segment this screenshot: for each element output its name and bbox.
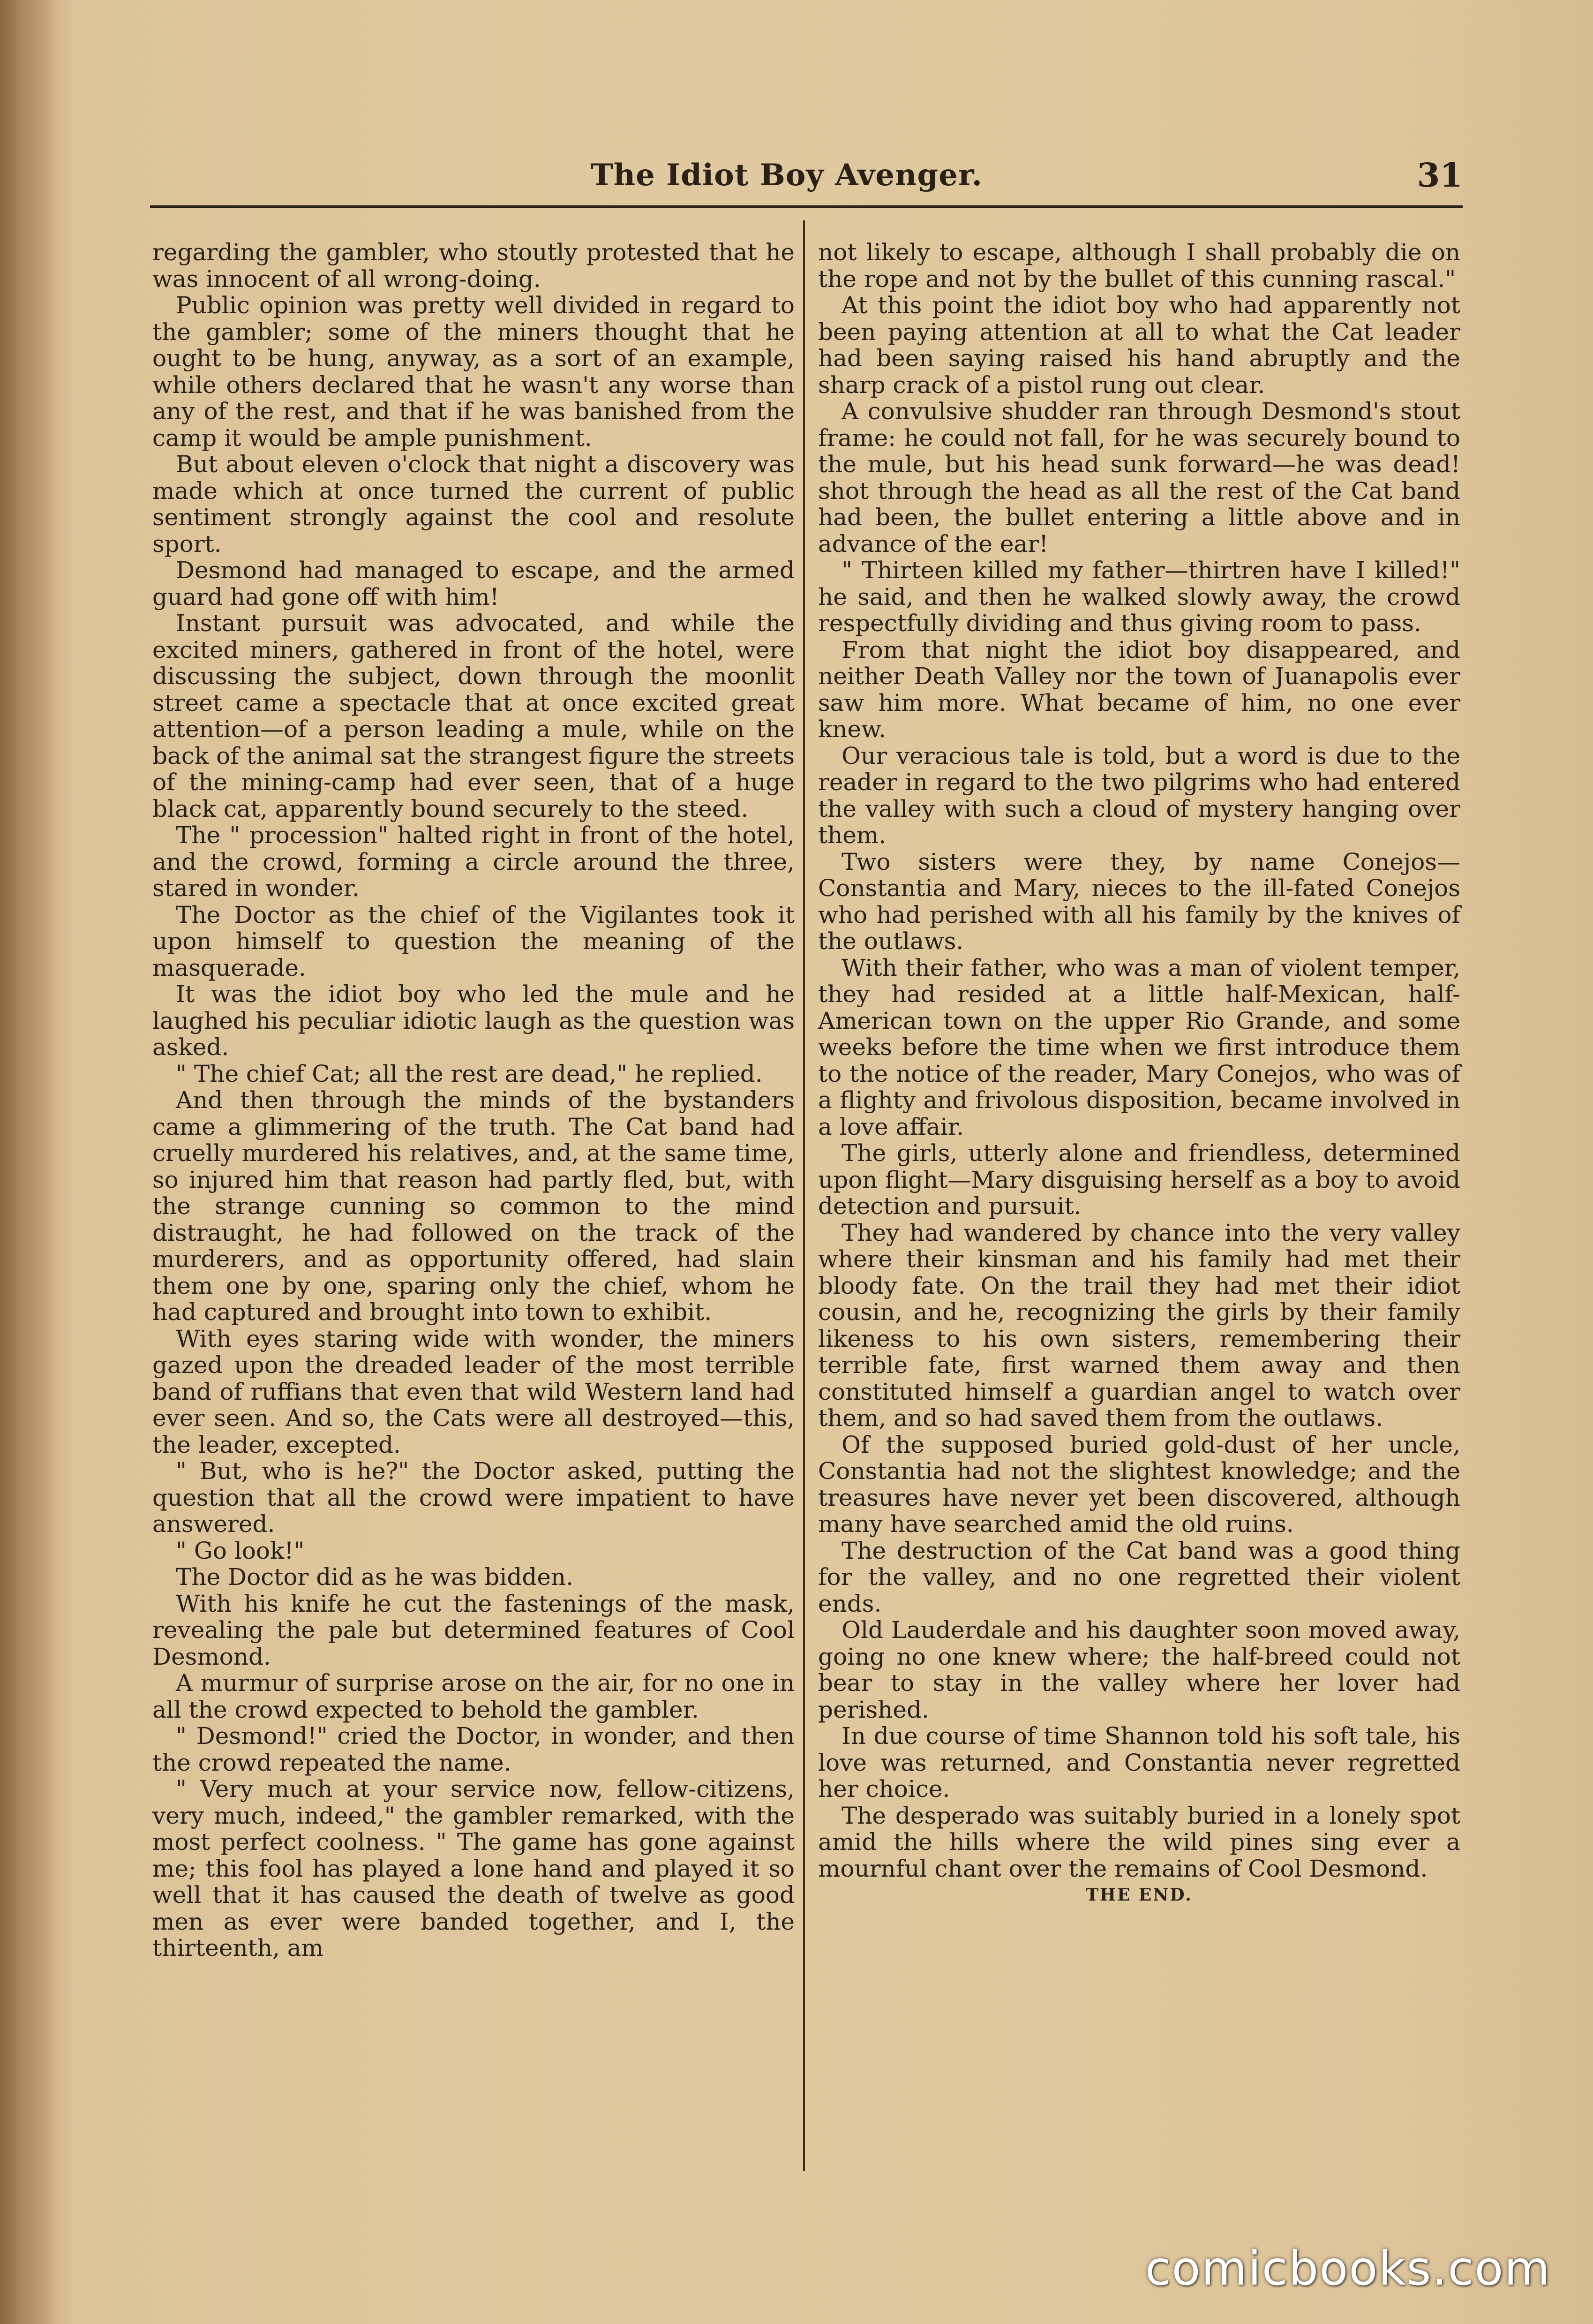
paragraph: " Go look!" (176, 1537, 305, 1564)
page-number: 31 (1417, 156, 1463, 195)
paragraph: regarding the gambler, who stoutly protested that he was innocent of all wrong-doing. (152, 239, 795, 293)
running-title: The Idiot Boy Avenger. (591, 158, 983, 193)
paragraph: The Doctor as the chief of the Vigilantes took it upon himself to question the meaning of the masquerade. (152, 901, 795, 981)
paragraph: They had wandered by chance into the very valley where their kinsman and his family had met their bloody fate. On the trail they had met their idiot cousin, and he, recognizing the girls by their family likeness to his own sisters, remembering their terrible fate, first warned them away and then constituted himself a guardian angel to watch over them, and so had saved them from the outlaws. (818, 1219, 1460, 1432)
paragraph: " Thirteen killed my father—thirtren have I killed!" he said, and then he walked slowly away, the crowd respectfully dividing and thus giving room to pass. (818, 557, 1460, 637)
right-column (818, 239, 1460, 2162)
paragraph: The Doctor did as he was bidden. (176, 1563, 574, 1591)
paragraph: The destruction of the Cat band was a good thing for the valley, and no one regretted their violent ends. (818, 1537, 1460, 1617)
paragraph: At this point the idiot boy who had apparently not been paying attention at all to what the Cat leader had been saying raised his hand abruptly and the sharp crack of a pistol rung out clear. (818, 292, 1460, 399)
left-column (152, 239, 795, 2162)
paragraph: " Very much at your service now, fellow-citizens, very much, indeed," the gambler remarked, with the most perfect coolness. " The game has gone against me; this fool has played a lone hand and played it so well that it has caused the death of twelve as good men as ever were banded together, and I, the thirteenth, am (152, 1775, 795, 1962)
paragraph: With their father, who was a man of violent temper, they had resided at a little half-Mexican, half-American town on the upper Rio Grande, and some weeks before the time when we first introduce them to the notice of the reader, Mary Conejos, who was of a flighty and frivolous disposition, became involved in a love affair. (818, 954, 1460, 1140)
paragraph: Our veracious tale is told, but a word is due to the reader in regard to the two pilgrims who had entered the valley with such a cloud of mystery hanging over them. (818, 742, 1460, 849)
paragraph: From that night the idiot boy disappeared, and neither Death Valley nor the town of Juanapolis ever saw him more. What became of him, no one ever knew. (818, 636, 1460, 743)
watermark: comicbooks.com (1145, 2241, 1551, 2296)
paragraph: Instant pursuit was advocated, and while the excited miners, gathered in front of the hotel, were discussing the subject, down through the moonlit street came a spectacle that at once excited great attention—of a person leading a mule, while on the back of the animal sat the strangest figure the streets of the mining-camp had ever seen, that of a huge black cat, apparently bound securely to the steed. (152, 610, 795, 822)
paragraph: The girls, utterly alone and friendless, determined upon flight—Mary disguising herself as a boy to avoid detection and pursuit. (818, 1139, 1460, 1220)
paragraph: The " procession" halted right in front of the hotel, and the crowd, forming a circle around the three, stared in wonder. (152, 822, 795, 902)
paragraph: Of the supposed buried gold-dust of her uncle, Constantia had not the slightest knowledge; and the treasures have never yet been discovered, although many have searched amid the old ruins. (818, 1431, 1460, 1538)
paragraph: It was the idiot boy who led the mule and he laughed his peculiar idiotic laugh as the question was asked. (152, 981, 795, 1061)
paragraph: " Desmond!" cried the Doctor, in wonder, and then the crowd repeated the name. (152, 1722, 795, 1776)
paragraph: not likely to escape, although I shall probably die on the rope and not by the bullet of this cunning rascal." (818, 239, 1460, 293)
paragraph: And then through the minds of the bystanders came a glimmering of the truth. The Cat band had cruelly murdered his relatives, and, at the same time, so injured him that reason had partly fled, but, with the strange cunning so common to the mind distraught, he had followed on the track of the murderers, and as opportunity offered, had slain them one by one, sparing only the chief, whom he had captured and brought into town to exhibit. (152, 1087, 795, 1326)
page-spine-shadow (0, 0, 56, 2324)
column-divider (803, 220, 805, 2171)
paragraph: Old Lauderdale and his daughter soon moved away, going no one knew where; the half-breed could not bear to stay in the valley where her lover had perished. (818, 1616, 1460, 1723)
paragraph: Public opinion was pretty well divided in regard to the gambler; some of the miners thought that he ought to be hung, anyway, as a sort of an example, while others declared that he wasn't any worse than any of the rest, and that if he was banished from the camp it would be ample punishment. (152, 292, 795, 452)
the-end-label: THE END. (1086, 1885, 1193, 1905)
page-header (150, 149, 1463, 208)
paragraph: " The chief Cat; all the rest are dead," he replied. (176, 1060, 763, 1087)
paragraph: Desmond had managed to escape, and the armed guard had gone off with him! (152, 557, 795, 611)
paragraph: The desperado was suitably buried in a lonely spot amid the hills where the wild pines sing ever a mournful chant over the remains of Cool Desmond. (818, 1802, 1460, 1882)
paragraph: Two sisters were they, by name Conejos—Constantia and Mary, nieces to the ill-fated Conejos who had perished with all his family by the knives of the outlaws. (818, 848, 1460, 955)
paragraph: In due course of time Shannon told his soft tale, his love was returned, and Constantia never regretted her choice. (818, 1722, 1460, 1803)
paragraph: A murmur of surprise arose on the air, for no one in all the crowd expected to behold the gambler. (152, 1669, 795, 1723)
paragraph: " But, who is he?" the Doctor asked, putting the question that all the crowd were impatient to have answered. (152, 1457, 795, 1538)
paragraph: With eyes staring wide with wonder, the miners gazed upon the dreaded leader of the most terrible band of ruffians that even that wild Western land had ever seen. And so, the Cats were all destroyed—this, the leader, excepted. (152, 1325, 795, 1458)
paragraph: But about eleven o'clock that night a discovery was made which at once turned the current of public sentiment strongly against the cool and resolute sport. (152, 451, 795, 558)
paragraph: A convulsive shudder ran through Desmond's stout frame: he could not fall, for he was securely bound to the mule, but his head sunk forward—he was dead! shot through the head as all the rest of the Cat band had been, the bullet entering a little above and in advance of the ear! (818, 398, 1460, 558)
paragraph: With his knife he cut the fastenings of the mask, revealing the pale but determined features of Cool Desmond. (152, 1590, 795, 1670)
